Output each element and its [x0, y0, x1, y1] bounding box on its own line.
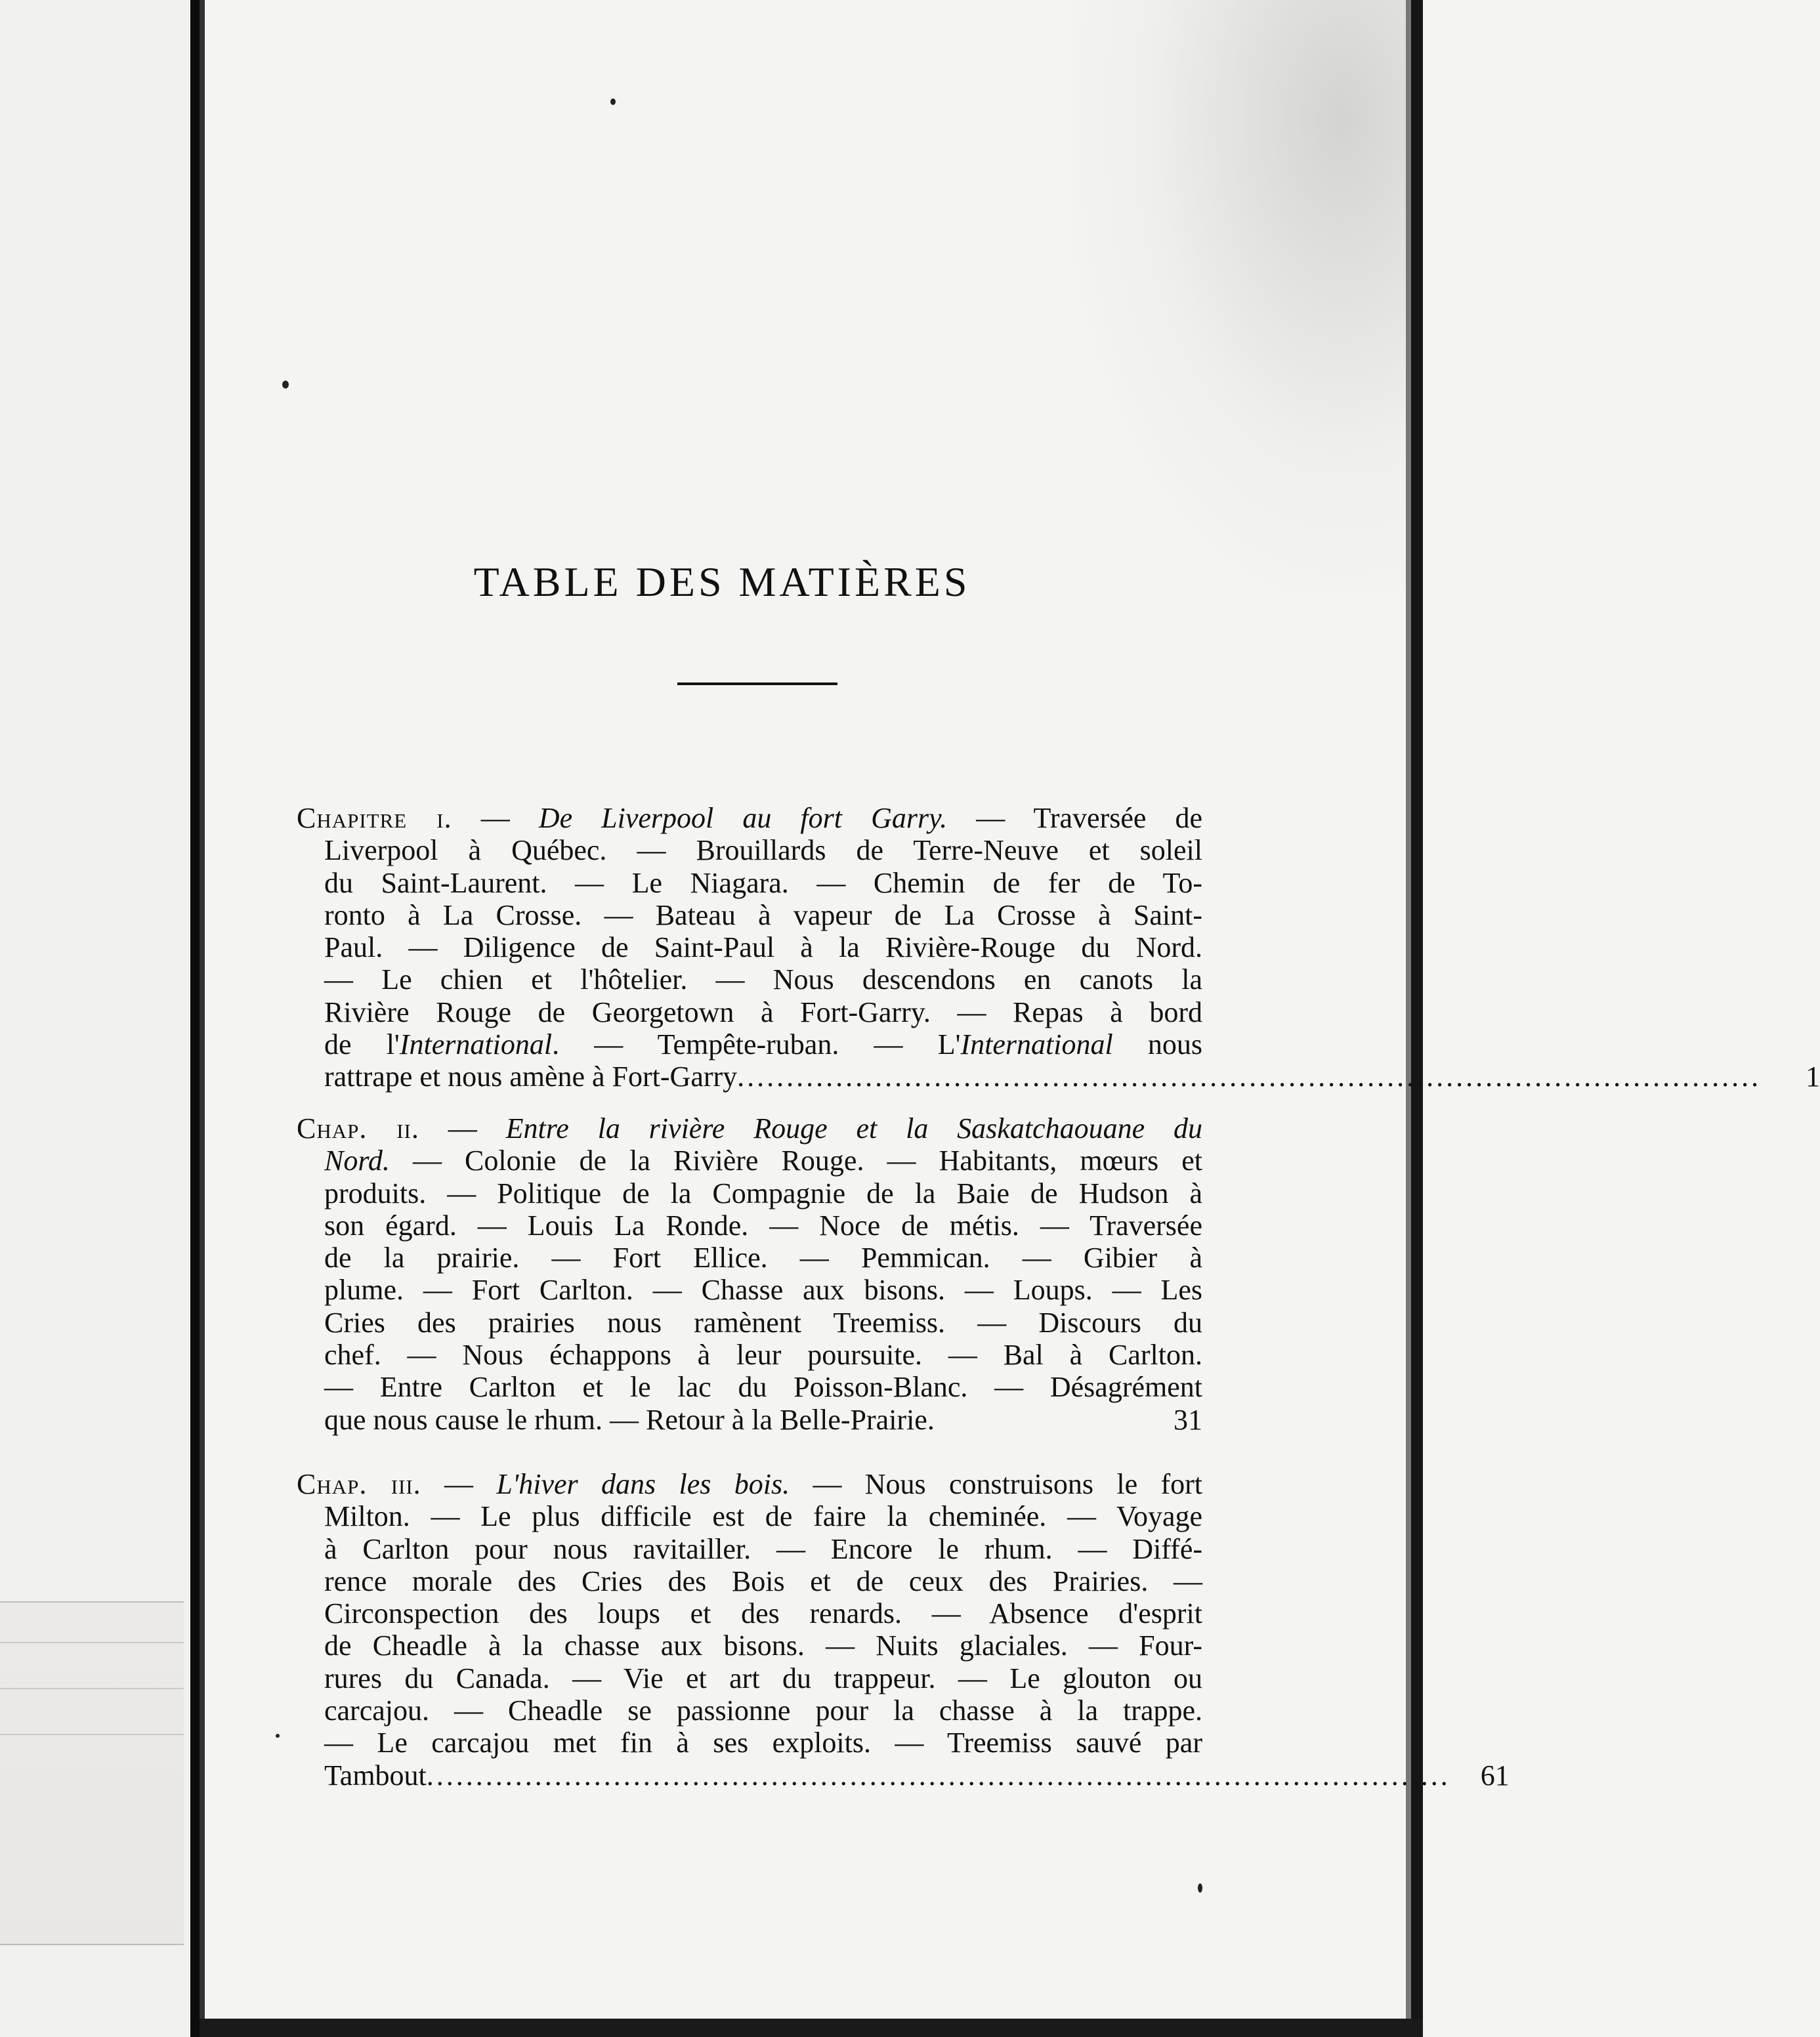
library-stamp [0, 1601, 184, 1945]
stamp-line [0, 1642, 184, 1643]
toc-text: — Traversée de [976, 802, 1203, 834]
scan-border-right [1411, 0, 1423, 2037]
toc-text: Tambout [324, 1759, 427, 1792]
ship-name: International [960, 1028, 1113, 1061]
toc-line: carcajou. — Cheadle se passionne pour la chasse à la trappe. [324, 1694, 1202, 1727]
book-gutter-edge [200, 0, 205, 2037]
page-number: 61 [1480, 1759, 1510, 1792]
toc-line: rence morale des Cries des Bois et de ceux des Prairies. — [324, 1564, 1202, 1597]
toc-text: de l' [324, 1028, 400, 1061]
toc-line [297, 1028, 1202, 1060]
toc-text: nous [1112, 1028, 1203, 1061]
toc-line: Cries des prairies nous ramènent Treemiss. — Discours du [324, 1306, 1202, 1339]
toc-text: que nous cause le rhum. — Retour à la Belle-Prairie. [324, 1403, 935, 1436]
toc-text: — Colonie de la Rivière Rouge. — Habitants, mœurs et [389, 1144, 1202, 1177]
toc-text: rattrape et nous amène à Fort-Garry [324, 1060, 738, 1093]
toc-line: — Le carcajou met fin à ses exploits. — Treemiss sauvé par [324, 1727, 1202, 1759]
toc-last-line [297, 1759, 1510, 1792]
toc-last-line [297, 1404, 1202, 1436]
toc-entry-chapter-2 [297, 1112, 1202, 1436]
toc-line: Liverpool à Québec. — Brouillards de Terre-Neuve et soleil [324, 834, 1202, 867]
toc-entry-chapter-3 [297, 1468, 1510, 1792]
scan-border-bottom [200, 2019, 1423, 2037]
chapter-title: Nord. [324, 1144, 390, 1177]
leader-dots: ........................................................................................................ [426, 1759, 1450, 1792]
toc-line: de Cheadle à la chasse aux bisons. — Nuits glaciales. — Four- [324, 1629, 1202, 1662]
chapter-label: Chap. ii. [297, 1112, 419, 1144]
toc-last-line [297, 1060, 1820, 1093]
ink-speck [276, 1734, 280, 1738]
toc-line: Paul. — Diligence de Saint-Paul à la Rivière-Rouge du Nord. [324, 931, 1202, 964]
stamp-line [0, 1734, 184, 1735]
chapter-label: Chapitre i. [297, 802, 452, 834]
page-edge-shadow [1406, 0, 1411, 2037]
page-number: 1 [1806, 1060, 1820, 1093]
chapter-title: Entre la rivière Rouge et la Saskatchaouane du [505, 1112, 1202, 1144]
leader-dots: ........................................................................................................ [737, 1060, 1762, 1093]
chapter-label: Chap. iii. [297, 1468, 421, 1500]
toc-entry-chapter-1 [297, 802, 1820, 1093]
toc-line: chef. — Nous échappons à leur poursuite. — Bal à Carlton. [324, 1339, 1202, 1372]
stamp-line [0, 1688, 184, 1689]
page-number: 31 [1174, 1403, 1202, 1436]
toc-line: produits. — Politique de la Compagnie de la Baie de Hudson à [324, 1177, 1202, 1209]
toc-line [297, 1144, 1202, 1177]
toc-line: Milton. — Le plus difficile est de faire la cheminée. — Voyage [324, 1500, 1202, 1533]
ink-speck [282, 381, 289, 388]
toc-text: . — Tempête-ruban. — L' [552, 1028, 961, 1061]
ink-speck [1198, 1883, 1202, 1893]
title-rule [677, 682, 837, 685]
toc-line: Rivière Rouge de Georgetown à Fort-Garry. — Repas à bord [324, 996, 1202, 1028]
toc-line: ronto à La Crosse. — Bateau à vapeur de La Crosse à Saint- [324, 898, 1202, 931]
ink-speck [610, 98, 616, 105]
book-gutter [190, 0, 200, 2037]
chapter-title: De Liverpool au fort Garry. [538, 802, 948, 834]
toc-line: plume. — Fort Carlton. — Chasse aux bisons. — Loups. — Les [324, 1274, 1202, 1307]
toc-line: du Saint-Laurent. — Le Niagara. — Chemin de fer de To- [324, 866, 1202, 899]
page-bleed-stain [1069, 0, 1410, 591]
toc-line: de la prairie. — Fort Ellice. — Pemmican. — Gibier à [324, 1242, 1202, 1274]
ship-name: International [399, 1028, 553, 1061]
page-title: TABLE DES MATIÈRES [473, 558, 971, 605]
toc-line: — Entre Carlton et le lac du Poisson-Blanc. — Désagrément [324, 1371, 1202, 1404]
toc-line: Chapitre i. — De Liverpool au fort Garry. — Traversée de [297, 802, 1203, 834]
toc-text: — Nous construisons le fort [813, 1468, 1203, 1500]
toc-line: à Carlton pour nous ravitailler. — Encore le rhum. — Diffé- [324, 1532, 1202, 1565]
toc-line: — Le chien et l'hôtelier. — Nous descendons en canots la [324, 963, 1202, 996]
toc-line: Circonspection des loups et des renards. — Absence d'esprit [324, 1597, 1202, 1630]
toc-line: son égard. — Louis La Ronde. — Noce de métis. — Traversée [324, 1209, 1202, 1242]
chapter-title: L'hiver dans les bois. [496, 1468, 790, 1500]
toc-line: Chap. ii. — Entre la rivière Rouge et la Saskatchaouane du [297, 1112, 1202, 1144]
toc-line: rures du Canada. — Vie et art du trappeur. — Le glouton ou [324, 1662, 1202, 1694]
toc-line: Chap. iii. — L'hiver dans les bois. — Nous construisons le fort [297, 1468, 1203, 1500]
